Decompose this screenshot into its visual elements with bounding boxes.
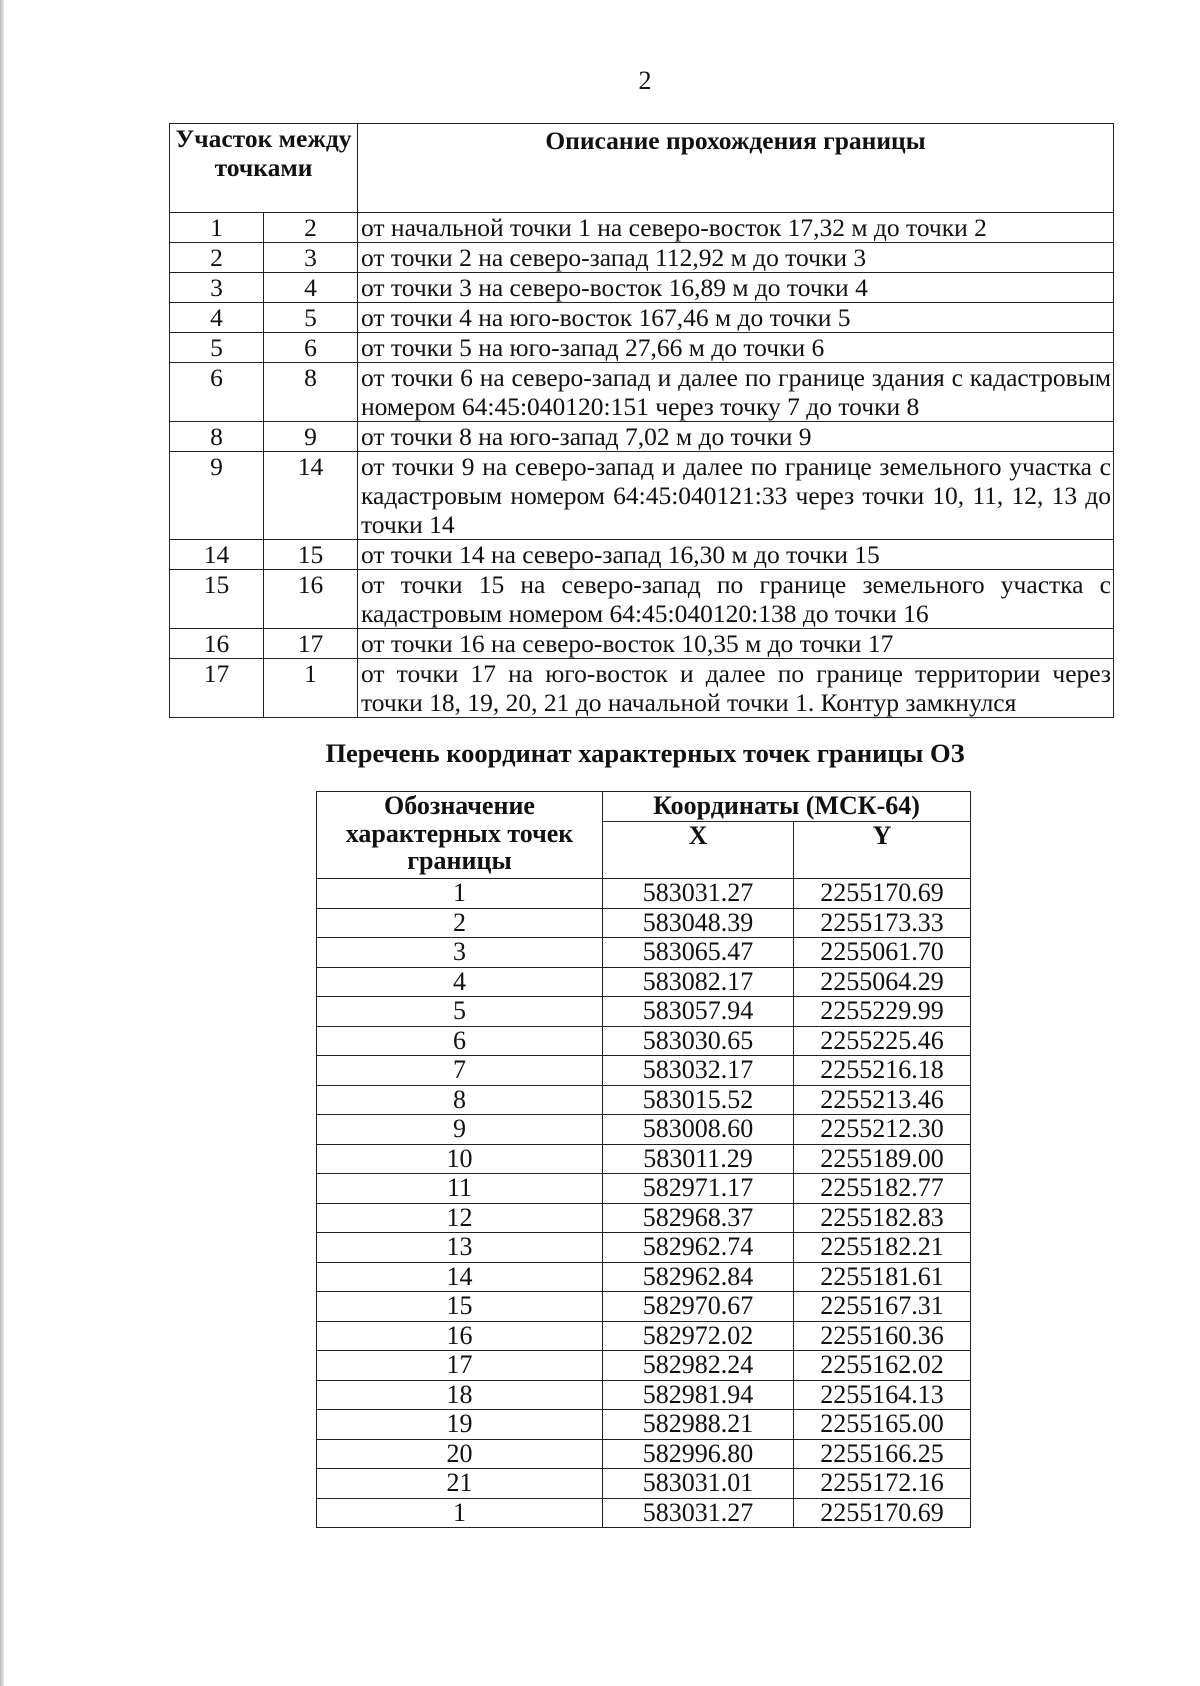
- y-value: 2255160.36: [794, 1321, 971, 1351]
- x-value: 583031.27: [603, 879, 794, 909]
- boundary-row: [170, 363, 1114, 422]
- coordinate-row: [317, 1321, 971, 1351]
- y-value: 2255172.16: [794, 1469, 971, 1499]
- point-label: 20: [317, 1439, 603, 1469]
- x-value: 583031.01: [603, 1469, 794, 1499]
- segment-from: 6: [170, 363, 264, 422]
- segment-from: 9: [170, 452, 264, 540]
- segment-from: 8: [170, 422, 264, 452]
- coordinate-row: [317, 1144, 971, 1174]
- segment-from: 17: [170, 659, 264, 718]
- x-value: 582962.84: [603, 1262, 794, 1292]
- coordinate-row: [317, 1262, 971, 1292]
- coordinates-system-header: Координаты (МСК-64): [603, 792, 971, 822]
- boundary-table-body: [170, 213, 1114, 718]
- boundary-table-header: [170, 124, 1114, 213]
- y-value: 2255162.02: [794, 1351, 971, 1381]
- x-value: 583015.52: [603, 1085, 794, 1115]
- coordinates-table: [316, 791, 971, 1528]
- segment-description: от точки 17 на юго-восток и далее по границе территории через точки 18, 19, 20, 21 до начальной точки 1. Контур замкнулся: [358, 659, 1114, 718]
- y-value: 2255189.00: [794, 1144, 971, 1174]
- coordinate-row: [317, 1026, 971, 1056]
- x-value: 583011.29: [603, 1144, 794, 1174]
- boundary-row: [170, 629, 1114, 659]
- x-value: 583057.94: [603, 997, 794, 1027]
- segment-from: 5: [170, 333, 264, 363]
- point-label: 9: [317, 1115, 603, 1145]
- y-value: 2255170.69: [794, 1498, 971, 1528]
- segment-description: от точки 15 на северо-запад по границе земельного участка с кадастровым номером 64:45:040120:138 до точки 16: [358, 570, 1114, 629]
- segment-to: 17: [264, 629, 358, 659]
- y-value: 2255064.29: [794, 967, 971, 997]
- segment-from: 1: [170, 213, 264, 243]
- point-label: 4: [317, 967, 603, 997]
- coordinates-table-body: [317, 879, 971, 1528]
- x-value: 583032.17: [603, 1056, 794, 1086]
- point-label: 21: [317, 1469, 603, 1499]
- coordinate-row: [317, 879, 971, 909]
- coordinate-row: [317, 1203, 971, 1233]
- segment-to: 8: [264, 363, 358, 422]
- boundary-row: [170, 452, 1114, 540]
- point-label: 13: [317, 1233, 603, 1263]
- segment-to: 16: [264, 570, 358, 629]
- y-value: 2255182.21: [794, 1233, 971, 1263]
- segment-from: 2: [170, 243, 264, 273]
- segment-to: 2: [264, 213, 358, 243]
- coordinate-row: [317, 908, 971, 938]
- y-value: 2255225.46: [794, 1026, 971, 1056]
- y-value: 2255061.70: [794, 938, 971, 968]
- point-label: 12: [317, 1203, 603, 1233]
- y-value: 2255182.83: [794, 1203, 971, 1233]
- coordinates-header-row-1: [317, 792, 971, 822]
- coordinate-row: [317, 938, 971, 968]
- segment-description: от точки 5 на юго-запад 27,66 м до точки 6: [358, 333, 1114, 363]
- boundary-row: [170, 570, 1114, 629]
- point-label: 15: [317, 1292, 603, 1322]
- point-label: 19: [317, 1410, 603, 1440]
- point-label: 6: [317, 1026, 603, 1056]
- segment-description: от точки 6 на северо-запад и далее по границе здания с кадастровым номером 64:45:040120:151 через точку 7 до точки 8: [358, 363, 1114, 422]
- boundary-row: [170, 273, 1114, 303]
- coordinate-row: [317, 1174, 971, 1204]
- boundary-description-table: [169, 123, 1114, 718]
- segment-to: 4: [264, 273, 358, 303]
- coordinate-row: [317, 1380, 971, 1410]
- y-value: 2255166.25: [794, 1439, 971, 1469]
- segment-description: от точки 2 на северо-запад 112,92 м до точки 3: [358, 243, 1114, 273]
- segment-description: от начальной точки 1 на северо-восток 17,32 м до точки 2: [358, 213, 1114, 243]
- x-value: 582972.02: [603, 1321, 794, 1351]
- boundary-row: [170, 540, 1114, 570]
- y-header: Y: [794, 822, 971, 879]
- segment-description: от точки 14 на северо-запад 16,30 м до точки 15: [358, 540, 1114, 570]
- x-value: 583065.47: [603, 938, 794, 968]
- x-value: 582968.37: [603, 1203, 794, 1233]
- point-label: 8: [317, 1085, 603, 1115]
- y-value: 2255212.30: [794, 1115, 971, 1145]
- point-label: 3: [317, 938, 603, 968]
- coordinate-row: [317, 1292, 971, 1322]
- x-value: 583082.17: [603, 967, 794, 997]
- segment-from: 3: [170, 273, 264, 303]
- segment-to: 6: [264, 333, 358, 363]
- x-value: 582970.67: [603, 1292, 794, 1322]
- page-number: 2: [638, 66, 652, 95]
- y-value: 2255173.33: [794, 908, 971, 938]
- x-value: 583048.39: [603, 908, 794, 938]
- point-label: 5: [317, 997, 603, 1027]
- coordinate-row: [317, 1351, 971, 1381]
- point-name-header: Обозначение характерных точек границы: [317, 792, 603, 879]
- segment-to: 14: [264, 452, 358, 540]
- x-value: 582962.74: [603, 1233, 794, 1263]
- x-value: 582996.80: [603, 1439, 794, 1469]
- point-label: 7: [317, 1056, 603, 1086]
- point-label: 16: [317, 1321, 603, 1351]
- segment-description: от точки 9 на северо-запад и далее по границе земельного участка с кадастровым номером 64:45:040121:33 через точки 10, 11, 12, 13 до точки 14: [358, 452, 1114, 540]
- segment-header: Участок между точками: [170, 124, 358, 213]
- coordinates-title: Перечень координат характерных точек границы ОЗ: [325, 738, 965, 768]
- x-header: X: [603, 822, 794, 879]
- point-label: 1: [317, 879, 603, 909]
- x-value: 582982.24: [603, 1351, 794, 1381]
- boundary-row: [170, 243, 1114, 273]
- x-value: 582988.21: [603, 1410, 794, 1440]
- segment-to: 5: [264, 303, 358, 333]
- point-label: 14: [317, 1262, 603, 1292]
- point-label: 2: [317, 908, 603, 938]
- segment-to: 15: [264, 540, 358, 570]
- description-header: Описание прохождения границы: [358, 124, 1114, 213]
- y-value: 2255229.99: [794, 997, 971, 1027]
- coordinate-row: [317, 1233, 971, 1263]
- boundary-row: [170, 333, 1114, 363]
- segment-from: 16: [170, 629, 264, 659]
- boundary-row: [170, 422, 1114, 452]
- coordinate-row: [317, 967, 971, 997]
- y-value: 2255213.46: [794, 1085, 971, 1115]
- x-value: 582971.17: [603, 1174, 794, 1204]
- y-value: 2255182.77: [794, 1174, 971, 1204]
- segment-description: от точки 8 на юго-запад 7,02 м до точки 9: [358, 422, 1114, 452]
- coordinate-row: [317, 1469, 971, 1499]
- segment-description: от точки 3 на северо-восток 16,89 м до точки 4: [358, 273, 1114, 303]
- coordinate-row: [317, 1085, 971, 1115]
- coordinate-row: [317, 1056, 971, 1086]
- segment-description: от точки 4 на юго-восток 167,46 м до точки 5: [358, 303, 1114, 333]
- x-value: 583008.60: [603, 1115, 794, 1145]
- boundary-row: [170, 659, 1114, 718]
- x-value: 583031.27: [603, 1498, 794, 1528]
- y-value: 2255165.00: [794, 1410, 971, 1440]
- point-label: 18: [317, 1380, 603, 1410]
- point-label: 11: [317, 1174, 603, 1204]
- segment-from: 14: [170, 540, 264, 570]
- y-value: 2255216.18: [794, 1056, 971, 1086]
- point-label: 1: [317, 1498, 603, 1528]
- segment-from: 15: [170, 570, 264, 629]
- coordinate-row: [317, 1410, 971, 1440]
- x-value: 583030.65: [603, 1026, 794, 1056]
- segment-to: 9: [264, 422, 358, 452]
- y-value: 2255181.61: [794, 1262, 971, 1292]
- segment-description: от точки 16 на северо-восток 10,35 м до точки 17: [358, 629, 1114, 659]
- boundary-row: [170, 303, 1114, 333]
- point-label: 17: [317, 1351, 603, 1381]
- segment-to: 3: [264, 243, 358, 273]
- x-value: 582981.94: [603, 1380, 794, 1410]
- segment-to: 1: [264, 659, 358, 718]
- boundary-row: [170, 213, 1114, 243]
- scan-edge: [0, 0, 4, 1686]
- segment-from: 4: [170, 303, 264, 333]
- y-value: 2255164.13: [794, 1380, 971, 1410]
- coordinate-row: [317, 1115, 971, 1145]
- coordinate-row: [317, 997, 971, 1027]
- y-value: 2255170.69: [794, 879, 971, 909]
- point-label: 10: [317, 1144, 603, 1174]
- y-value: 2255167.31: [794, 1292, 971, 1322]
- coordinate-row: [317, 1498, 971, 1528]
- coordinate-row: [317, 1439, 971, 1469]
